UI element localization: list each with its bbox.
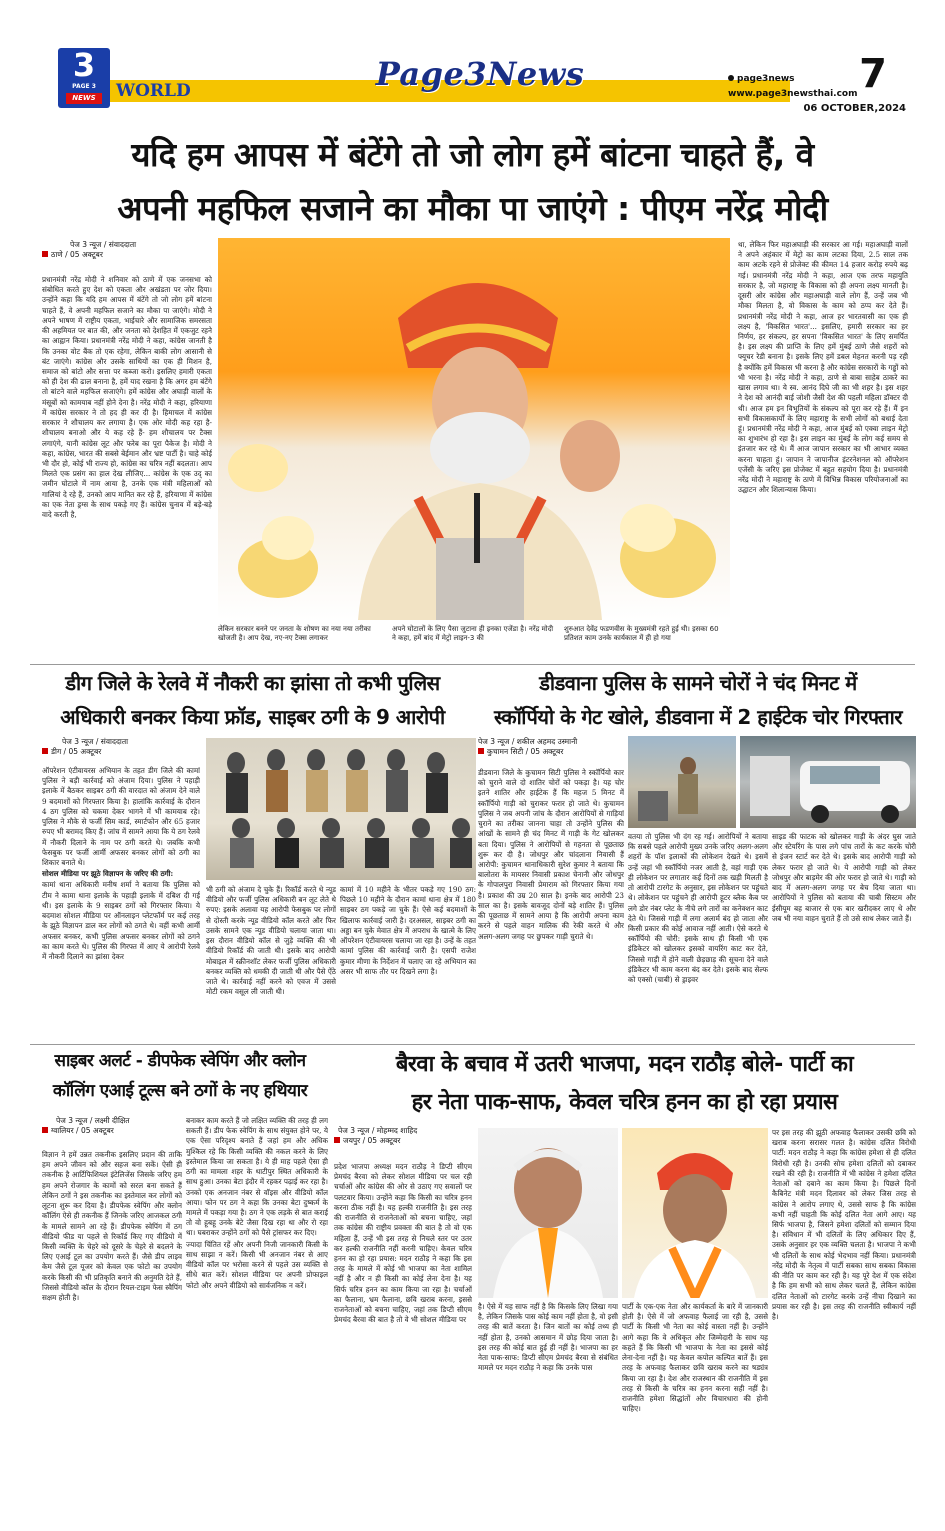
masthead [0,0,945,118]
didwana-headline-line2: स्कॉर्पियो के गेट खोले, डीडवाना में 2 हाईटेक चोर गिरफ्तार [493,705,903,729]
bairwa-col3: पार्टी के एक-एक नेता और कार्यकर्ता के बारे में जानकारी होती है। ऐसे में जो अफवाह फैलाई जा रही है, उससे पार्टी के किसी भी नेता का कोई वास्ता नहीं है। उन्होंने आगे कहा कि वे अधिकृत और जिम्मेदारी के साथ यह कहते हैं कि किसी भी भाजपा के नेता का इससे कोई लेना-देना नहीं है। यह केवल कपोल कल्पित बातें हैं। इस तरह के अफवाह फैलाकर छवि खराब करने का षड्यंत्र किया जा रहा है। देश और राजस्थान की राजनीति में इस तरह से किसी के चरित्र का हनन करना सही नहीं है। राजनीति हमेशा सिद्धांतों और विचारधारा की होनी चाहिए। [622,1302,768,1414]
didwana-photo-car [740,736,916,828]
cyber-col2b-text: ज्यादा चिंतित रहें और अपनी निजी जानकारी किसी के साथ साझा न करें। किसी भी अनजान नंबर से आए वीडियो कॉल पर भरोसा करने से पहले उस व्यक्ति से सीधे बात करें। सोशल मीडिया पर अपनी प्रोफाइल फोटो और अपने वीडियो को सार्वजनिक न करें। [186,1239,328,1290]
logo-small-text: PAGE 3 [72,83,96,90]
divider-2 [30,1044,915,1045]
lead-photo-modi [218,238,730,620]
bairwa-headline-line1: बैरवा के बचाव में उतरी भाजपा, मदन राठौड़ बोले- पार्टी का [395,1052,854,1077]
deeg-col1 [42,766,200,1040]
cyber-byline [42,1116,192,1136]
byline-source: पेज 3 न्यूज / शकील अहमद उस्मानी [478,737,578,746]
deeg-col1b-text: कामां थाना अधिकारी मनीष शर्मा ने बताया कि पुलिस को टीम ने कामा थाना इलाके के पहाड़ी इलाके में दबिश दी गई थी। इस इलाके के 9 साइबर ठगों को गिरफ्तार किया। ये बदमाश सोशल मीडिया पर ऑनलाइन प्लेटफॉर्म पर कई तरह के झूठे विज्ञापन डाल कर लोगों को ठगते थे। वहीं कभी आर्मी अफसर बनकर, कभी पुलिस अफसर बनकर लोगों को ठगने का काम करते थे। पुलिस की गिरफ्त में आए ये आरोपी रेलवे में नौकरी दिलाने का झांसा देकर [42,880,200,961]
didwana-col3: साइड की फाटक को खोलकर गाड़ी के अंदर घुस जाते और स्टेयरिंग के पास लगे पांच तारों के कट करके चोरी से इंजन स्टार्ट कर देते थे। इसके बाद आरोपी गाड़ी को लेकर फरार हो जाते थे। ये आरोपी गाड़ी को लेकर जोधपुर और बाड़मेर की ओर फरार हो जाते थे। गाड़ी को बाद में अलग-अलग जगह पर बेच दिया जाता था। आरोपियों ने पुलिस को बताया की चाबी सिस्टम और ईसीयूम बह बाजार से एक बार खरीदकर लाए थे और जब भी नया वाहन चुराते हैं तो उसे साथ लेकर जाते हैं। [772,832,916,923]
cyber-col1: विज्ञान ने हमें उन्नत तकनीक इसलिए प्रदान की ताकि हम अपने जीवन को और सहज बना सकें। ऐसी ही तकनीक है आर्टिफिशियल इंटेलिजेंस जिसके जरिए हम हम अपने रोजगार के कामों को सरल बना सकते हैं लेकिन ठगों ने इस तकनीक का इस्तेमाल कर लोगों को लूटना शुरू कर दिया है। डीपफेक स्वेपिंग और क्लोन कॉलिंग ऐसे ही तकनीक हैं जिनके जरिए आजकल ठगी के मामले सामने आ रहे हैं। डीपफेक स्वेपिंग में ठग वीडियो फीड या पहले से रिकॉर्ड किए गए वीडियो में किसी व्यक्ति के चेहरे को दूसरे के चेहरे से बदलने के लिए एआई टूल का उपयोग करते हैं। जैसे डीप लाइव केम जैसे टूल यूजर को केवल एक फोटो का उपयोग करके किसी की भी प्रतिकृति बनाने की अनुमति देते हैं, जिससे वीडियो कॉल के दौरान रियल-टाइम फेस स्वैपिंग सक्षम होती है। [42,1150,182,1303]
didwana-col1: डीडवाना जिले के कुचामन सिटी पुलिस ने स्कॉर्पियो कार को चुराने वाले दो शातिर चोरों को पकड़ा है। यह चोर इतने शातिर और हाईटेक हैं कि महज 5 मिनट में स्कॉर्पियो गाड़ी को चुराकर फरार हो जाते थे। कुचामन पुलिस ने जब अपनी जांच के दौरान आरोपियों से गाड़ियां चुराने का तरीका जानना चाहा तो उन्होंने पुलिस की आंखों के सामने ही चंद मिनट में गाड़ी के गेट खोलकर बता दिया। पुलिस ने आरोपियों से गहनता से पूछताछ शुरू कर दी है। जोधपुर और चांदलाना निवासी हैं आरोपी: कुचामन थानाधिकारी सुरेश कुमार ने बताया कि बालोतरा के मायसर निवासी प्रकाश चेनानी और जोधपुर के गोपालपुरा निवासी प्रेमाराम को गिरफ्तार किया गया है। प्रकाश की उम्र 20 साल है। इनके बाद आरोपी 23 साल का है। इसके बावजूद दोनों बड़े शातिर हैं। पुलिस की पूछताछ में सामने आया है कि आरोपी अपना काम करने से पहले वाहन मालिक की रेकी करते थे और अलग-अलग जगह पर छुपकर गाड़ी चुराते थे। [478,768,624,941]
handle-text: page3news [737,74,795,84]
logo[interactable] [58,48,110,108]
byline-marker [334,1137,340,1143]
deeg-headline-line2: अधिकारी बनकर किया फ्रॉड, साइबर ठगी के 9 आरोपी [60,705,445,729]
deeg-subhead: सोशल मीडिया पर झूठे विज्ञापन के जरिए की ठगी: [42,869,174,879]
cyber-col2 [186,1116,328,1490]
lead-caption-c: शुरुआत देवेंद्र फडणवीस के मुख्यमंत्री रहते हुई थी। इसका 60 प्रतिशत काम उनके कार्यकाल में ही हो गया [564,625,719,643]
deeg-col3: कामां में 10 महीने के भीतर पकड़े गए 190 ठग: पिछले 10 महीने के दौरान कामां थाना क्षेत्र में 180 साइबर ठग पकड़े जा चुके हैं। ऐसे कई बदमाशों के खिलाफ कार्रवाई जारी है। दरअसल, साइबर ठगी का अड्डा बन चुके मेवात क्षेत्र में अपराध के खात्मे के लिए ऑपरेशन एंटीवायरस चलाया जा रहा है। उन्हें के तहत कामां पुलिस की कार्रवाई जारी है। एसपी राजेश कुमार मीणा के निर्देशन में चलाए जा रहे अभियान का असर भी साफ तौर पर दिखने लगा है। [340,885,476,976]
cyber-col2-text: बनाकर काम करते हैं जो लक्षित व्यक्ति की तरह ही लग सकती हैं। डीप फेक स्वेपिंग के साथ संयुक्त होने पर, ये एक ऐसा परिदृश्य बनाते हैं जहां हम और अधिक मुश्किल रहे कि किसी व्यक्ति की नकल करने के लिए इस्तेमाल किया जा सकता है। ये ही माह पहले ऐसा ही ठगी का मामला शहर के थाटीपुर स्थित अधिकारी के साथ हुआ। उनका बेटा इंदौर में रहकर पढ़ाई कर रहा है। उनको एक अनजान नंबर से वॉइस और वीडियो कॉल आया। फोन पर ठग ने कहा कि उनका बेटा दुष्कर्म के मामले में पकड़ा गया है। ठग ने एक लड़के से बात कराई तो वो हूबहू उनके बेटे जैसा दिख रहा था और रो रहा था। घबराकर उन्होंने ठगों को पैसे ट्रांसफर कर दिए। [186,1116,328,1238]
bairwa-photo-rathore [478,1128,618,1298]
issue-date: 06 OCTOBER,2024 [803,103,906,114]
byline-marker [478,748,484,754]
byline-marker [42,748,48,754]
byline-source: पेज 3 न्यूज / लक्ष्मी दीक्षित [56,1116,130,1125]
lead-headline-line2: अपनी महफिल सजाने का मौका पा जाएंगे : पीएम नरेंद्र मोदी [117,189,828,228]
deeg-col1-text: ऑपरेशन एंटीवायरस अभियान के तहत डीग जिले की कामां पुलिस ने बड़ी कार्रवाई को अंजाम दिया। पुलिस ने पहाड़ी इलाके में बैठकर साइबर ठगी की वारदात को अंजाम देने वाले 9 बदमाशों को गिरफ्तार किया है। हालांकि कार्रवाई के दौरान 4 ठग पुलिस को चकमा देकर भागने में भी कामयाब रहे। पुलिस ने मौके से फर्जी सिम कार्ड, स्मार्टफोन और 65 हजार रुपए भी बरामद किए हैं। जांच में सामने आया कि ये ठग रेलवे में नौकरी दिलाने के नाम पर ठगी करते थे। जबकि कभी फेसबुक पर फर्जी आर्मी अफसर बनकर लोगों को ठगी का शिकार बनाते थे। [42,766,200,867]
byline-place: ग्वालियर / 05 अक्टूबर [42,1126,192,1136]
deeg-photo-arrested [206,738,476,880]
didwana-photo-police [628,736,736,828]
byline-place: जयपुर / 05 अक्टूबर [334,1136,534,1146]
logo-news-badge: NEWS [66,93,102,104]
deeg-byline [42,737,202,757]
dot-icon [728,75,734,81]
divider-1 [30,664,915,665]
byline-source: पेज 3 न्यूज / संवाददाता [70,240,137,249]
lead-col3: था, लेकिन फिर महाअघाड़ी की सरकार आ गई। महाअघाड़ी वालों ने अपने अहंकार में मेट्रो का काम लटका दिया, 2.5 साल तक काम अटके रहने से प्रोजेक्ट की कीमत 14 हजार करोड़ रुपये बढ़ गई। प्रधानमंत्री नरेंद्र मोदी ने कहा, आज एक तरफ महायुति सरकार है, जो महाराष्ट्र के विकास को ही अपना लक्ष्य मानती है। दूसरी ओर कांग्रेस और महाअघाड़ी वाले लोग हैं, उन्हें जब भी मौका मिलता है, वो विकास के काम को ठप्प कर देते हैं। प्रधानमंत्री नरेंद्र मोदी ने कहा, आज हर भारतवासी का एक ही लक्ष्य है, 'विकसित भारत'... इसलिए, हमारी सरकार का हर निर्णय, हर संकल्प, हर सपना 'विकसित भारत' के लिए समर्पित है। इस लक्ष्य की प्राप्ति के लिए हमें मुंबई ठाणे जैसे शहरों को फ्यूचर रेडी बनाना है। इसके लिए हमें डबल मेहनत करनी पड़ रही है क्योंकि हमें विकास भी करना है और कांग्रेस सरकारों के गड्ढों को भी भरना है। नरेंद्र मोदी ने कहा, ठाणे से बाबा साहेब ठाकरे का खास लगाव था। ये स्व. आनंद दिघे जी का भी शहर है। इस शहर ने देश को आनंदी बाई जोशी जैसी देश की पहली महिला डॉक्टर दी थी। आज हम इन विभूतियों के संकल्प को पूरा कर रहे हैं। मैं इन सभी विकासकार्यों के लिए महाराष्ट्र के सभी लोगों को बधाई देता हूं। प्रधानमंत्री नरेंद्र मोदी ने कहा, आज मुंबई को एक्वा लाइन मेट्रो का शुभारंभ हो रहा है। इस लाइन का मुंबई के लोग कई समय से इंतजार कर रहे थे। मैं आज जापान सरकार का भी आभार व्यक्त करना चाहता हूं। जापान ने जापानीज इंटरनेशनल को ऑपरेशन एजेंसी के जरिए इस प्रोजेक्ट में बहुत सहयोग दिया है। प्रधानमंत्री नरेंद्र मोदी ने महाराष्ट्र के ठाणे में विभिन्न विकास परियोजनाओं का उद्घाटन और शिलान्यास किया। [738,240,908,495]
section-label[interactable]: WORLD [116,81,191,101]
page-number: 7 [859,51,887,97]
brand-title: Page3News [375,55,585,93]
lead-headline-line1: यदि हम आपस में बंटेंगे तो जो लोग हमें बांटना चाहते हैं, वे [131,135,814,174]
lead-caption-a: लेकिन सरकार बनने पर जनता के शोषण का नया नया तरीका खोजती है। आप देख, नए-नए टैक्स लगाकर [218,625,371,643]
bairwa-col1: प्रदेश भाजपा अध्यक्ष मदन राठौड़ ने डिप्टी सीएम प्रेमचंद बैरवा को लेकर सोशल मीडिया पर चल रही चर्चाओं और कांग्रेस की ओर से उठाए गए सवालों पर पलटवार किया। उन्होंने कहा कि किसी का चरित्र हनन करना ठीक नहीं है। यह हल्की राजनीति है। इस तरह की राजनीति से राजनेताओं को बचना चाहिए, जहां तक कांग्रेस की राष्ट्रीय प्रवक्ता की बात है तो वो एक महिला हैं, उन्हें भी इस तरह से निचले स्तर पर उतर कर हल्की राजनीति नहीं करनी चाहिए। केवल चरित्र हनन का हो रहा प्रयास: मदन राठौड़ ने कहा कि इस तरह के मामले में कोई भी भाजपा का नेता शामिल नहीं है और न ही किसी का कोई लेना देना है। यह सिर्फ चरित्र हनन का काम किया जा रहा है। चर्चाओं का फैलाना, भ्रम फैलाना, छवि खराब करना, इससे राजनेताओं को बचना चाहिए, जहां तक डिप्टी सीएम प्रेमचंद बैरवा की बात है तो वे भी सोशल मीडिया पर [334,1162,472,1325]
byline-place: डीग / 05 अक्टूबर [42,747,202,757]
logo-number: 3 [72,46,96,84]
bairwa-photo-bairwa [622,1128,768,1298]
deeg-col2: भी ठगी को अंजाम दे चुके हैं। रिकॉर्ड करते थे न्यूड वीडियो और फर्जी पुलिस अधिकारी बन लूट लेते थे रुपए: इसके अलावा यह आरोपी फेसबुक पर लोगों से दोस्ती करके न्यूड वीडियो कॉल करते और फिर उसके सामने एक न्यूड वीडियो चलाया जाता था। इस दौरान वीडियो कॉल से जुड़े व्यक्ति की भी वीडियो रिकॉर्ड की जाती थी। इसके बाद आरोपी मोबाइल में स्क्रीनशॉट लेकर फर्जी पुलिस अधिकारी बनकर व्यक्ति को धमकी दी जाती थी और पैसे ऐंठे जाते थे। कार्रवाई नहीं करने को एवज में उससे मोटी रकम वसूल ली जाती थी। [206,885,336,997]
lead-caption-b: अपने घोटालों के लिए पैसा जुटाना ही इनका एजेंडा है। नरेंद्र मोदी ने कहा, हमें बांद में मेट्रो लाइन-3 की [392,625,554,643]
cyber-headline-line1: साइबर अलर्ट - डीपफेक स्वेपिंग और क्लोन [54,1051,306,1071]
portrait-2-illustration [622,1128,768,1298]
bairwa-col2: है। ऐसे में यह साफ नहीं है कि किसके लिए लिखा गया है, लेकिन जिसके पास कोई काम नहीं होता है, वो इसी तरह की बातें करता है। जिन बातों का कोई तथ्य ही नहीं होता है, उनको आसमान में छोड़ दिया जाता है। इस तरह की कोई बात हुई ही नहीं है। भाजपा का हर नेता पाक-साफ: डिप्टी सीएम प्रेमचंद बैरवा से संबंधित मामले पर मदन राठौड़ ने कहा कि उनके पास [478,1302,618,1373]
website-link[interactable]: www.page3newsthai.com [728,89,858,99]
speaker-illustration [218,238,730,620]
bairwa-col4: पर इस तरह की झूठी अफवाह फैलाकर उसकी छवि को खराब करना सरासर गलत है। कांग्रेस दलित विरोधी पार्टी: मदन राठौड़ ने कहा कि कांग्रेस हमेशा से ही दलित विरोधी रही है। उनकी सोच हमेशा दलितों को दबाकर रखने की रही है। राजनीति में भी कांग्रेस ने हमेशा दलित नेताओं को दबाने का काम किया है। पिछले दिनों कैबिनेट मंत्री मदन दिलावर को लेकर जिस तरह से कांग्रेस ने आरोप लगाए थे, उससे साफ है कि कांग्रेस कभी नहीं चाहती कि कोई दलित नेता आगे आए। यह सिर्फ भाजपा है, जिसने हमेशा दलितों को सम्मान दिया है। संविधान में भी दलितों के लिए अधिकार दिए हैं, उसके अनुसार हर एक व्यक्ति चलता है। भाजपा ने कभी भी दलितों के साथ कोई भेदभाव नहीं किया। प्रधानमंत्री नरेंद्र मोदी के नेतृत्व में पार्टी सबका साथ सबका विकास की नीति पर काम कर रही है। यह पूरे देश में एक संदेश है कि हम सभी को साथ लेकर चलते हैं, लेकिन कांग्रेस दलित नेताओं को टारगेट करके उन्हें नीचा दिखाने का प्रयास कर रही है। इस तरह की राजनीति स्वीकार्य नहीं है। [772,1128,916,1321]
byline-place: कुचामन सिटी / 05 अक्टूबर [478,747,628,757]
byline-source: पेज 3 न्यूज / संवाददाता [62,737,129,746]
bairwa-headline-line2: हर नेता पाक-साफ, केवल चरित्र हनन का हो रहा प्रयास [411,1090,838,1115]
byline-marker [42,1127,48,1133]
byline-marker [42,251,48,257]
lead-col1: प्रधानमंत्री नरेंद्र मोदी ने शनिवार को ठाणे में एक जनसभा को संबोधित करते हुए देश को एकता और अखंडता पर जोर दिया। उन्होंने कहा कि यदि हम आपस में बंटेंगे तो जो लोग हमें बांटना चाहते हैं, वे अपनी महफिल सजाने का मौका पा जाएंगे। मोदी ने अपने भाषण में राष्ट्रीय एकता, भाईचारे और सामाजिक समरसता की अहमियत पर बात की, और जनता को देशहित में एकजुट रहने का आह्वान किया। प्रधानमंत्री नरेंद्र मोदी ने कहा, कांग्रेस जानती है कि उनका वोट बैंक तो एक रहेगा, लेकिन बाकी लोग आसानी से बंट जाएंगे। कांग्रेस और उसके साथियों का एक ही मिशन है, समाज को बांटो और सत्ता पर कब्जा करो। इसलिए हमारी एकता को ही देश की ढाल बनाना है, हमें याद रखना है कि अगर हम बंटेंगे तो बांटने वाले महफिल सजाएंगे। हमें कांग्रेस और अघाड़ी वालों के मंसूबों को कामयाब नहीं होने देना है। नरेंद्र मोदी ने कहा, हरियाणा में कांग्रेस सरकार ने तो हद ही कर दी है। हिमाचल में कांग्रेस सरकार ने शौचालय कर लगाया है। एक ओर मोदी कह रहा है- शौचालय बनाओ और ये कह रहे हैं- हम शौचालय पर टैक्स लगाएंगे, यानी कांग्रेस लूट और फरेब का पूरा पैकेज है। मोदी ने कहा, कांग्रेस, भारत की सबसे बेईमान और भ्रष्ट पार्टी है। चाहे कोई भी दौर हो, कोई भी राज्य हो, कांग्रेस का चरित्र नहीं बदलता। आप मिलते एक प्रसंग का हाल देख लीजिए... कांग्रेस के एक उद्‌ का जमीन घोटाले में नाम आया है, उनके एक मंत्री महिलाओं को गालियां दे रहे हैं, उनको आप मानित कर रहे हैं, हरियाणा में कांग्रेस का एक नेता ड्रग्स के साथ पकड़े गए हैं। कांग्रेस चुनाव में बड़े-बड़े वादे करती है, [42,275,212,520]
portrait-1-illustration [478,1128,618,1298]
didwana-col2: वतया तो पुलिस भी दंग रह गई। आरोपियों ने बताया कि सबसे पहले आरोपी मुख्य उनके जरिए अलग-अलग शहरों के पॉश इलाकों की लोकेशन देखते थे। इसमें उन्हें जहां भी स्कॉर्पियो नजर आती है, वहां गाड़ी एक ही लोकेशन पर लगातार कई दिनों तक खड़ी मिलती है तो आरोपी टारगेट के अनुसार, इस लोकेशन पर पहुंचते थे। लोकेशन पर पहुंचने ही आरोपी हूटर ब्लैक कैब पर लगे डोर नंबर प्लेट के नीचे लगे तारों का कनेक्शन काट देते थे। जिससे गाड़ी में लगा अलार्म बंद हो जाता और किसी प्रकार की कोई आवाज नहीं आती। ऐसे करते थे स्कॉर्पियो की चोरी: इसके साथ ही किसी भी एक इंडिकेटर को खोलकर इसको वायरिंग काट कर देते, जिससे गाड़ी में होने वाली छेड़छाड़ की सूचना देने वाले इंडिकेटर भी काम करना बंद कर देते। इसके बाद सेल्फ को एक्सो (चाबी) से ड्राइवर [628,832,768,985]
lead-byline [42,240,212,260]
didwana-headline-line1: डीडवाना पुलिस के सामने चोरों ने चंद मिनट में [539,671,857,695]
social-handle [728,74,795,84]
didwana-byline [478,737,628,757]
car-illustration [740,736,916,828]
byline-source: पेज 3 न्यूज / मोहम्मद शाहिद [338,1126,418,1135]
deeg-headline-line1: डीग जिले के रेलवे में नौकरी का झांसा तो कभी पुलिस [65,671,440,695]
group-illustration [206,738,476,880]
cyber-headline-line2: कॉलिंग एआई टूल्स बने ठगों के नए हथियार [52,1081,308,1101]
police-illustration [628,736,736,828]
byline-place: ठाणे / 05 अक्टूबर [42,250,212,260]
